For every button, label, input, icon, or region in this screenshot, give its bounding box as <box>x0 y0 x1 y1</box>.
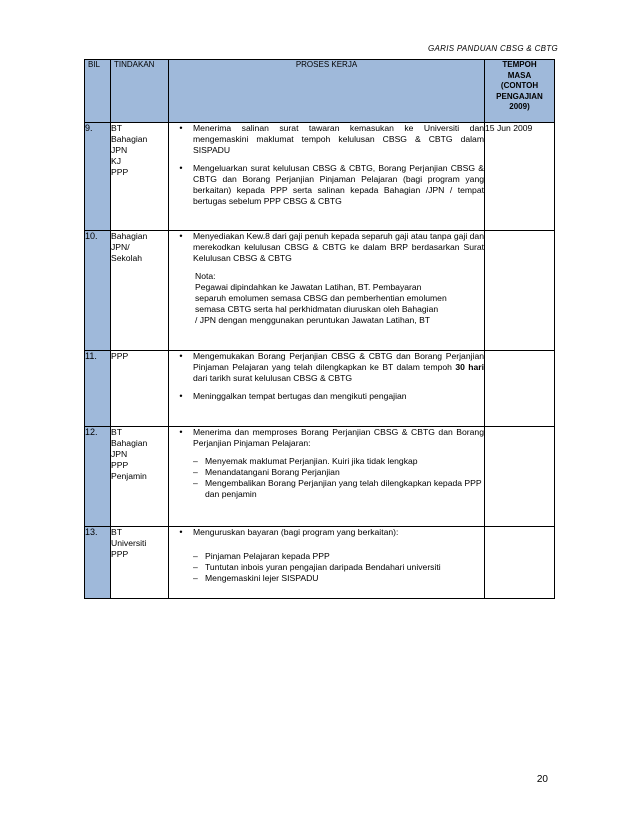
header-note: GARIS PANDUAN CBSG & CBTG <box>427 44 558 53</box>
row-tindakan: BT Bahagian JPN KJ PPP <box>111 123 169 231</box>
bullet-item: • Menerima salinan surat tawaran kemasukan ke Universiti dan mengemaskini maklumat tempoh kelulusan CBSG & CBTG dalam SISPADU <box>169 123 484 156</box>
table-row <box>85 527 555 599</box>
bullet-icon: • <box>179 427 183 437</box>
sub-item: – Pinjaman Pelajaran kepada PPP <box>193 551 330 561</box>
table-row <box>85 351 555 427</box>
row-proses <box>169 427 485 527</box>
row-proses <box>169 527 485 599</box>
table-row <box>85 427 555 527</box>
bullet-item: • Menerima dan memproses Borang Perjanjian CBSG & CBTG dan Borang Perjanjian Pinjaman Pelajaran: <box>169 427 484 449</box>
row-tindakan: BT Bahagian JPN PPP Penjamin <box>111 427 169 527</box>
sub-item: – Tuntutan inbois yuran pengajian daripada Bendahari universiti <box>193 562 441 572</box>
table-row <box>85 231 555 351</box>
bullet-icon: • <box>179 391 183 401</box>
row-proses <box>169 123 485 231</box>
header-bil: BIL <box>85 60 111 123</box>
bullet-icon: • <box>179 351 183 361</box>
row-tempoh <box>485 351 555 427</box>
row-tempoh <box>485 231 555 351</box>
sub-item: – Mengemaskini lejer SISPADU <box>193 573 319 583</box>
header-tempoh: TEMPOH MASA (CONTOH PENGAJIAN 2009) <box>485 60 555 123</box>
bullet-item: • Mengeluarkan surat kelulusan CBSG & CBTG, Borang Perjanjian CBSG & CBTG dan Borang Perjanjian Pinjaman Pelajaran (bagi program yang berkaitan) kepada PPP serta salinan kepada Bahagian /JPN / tempat bertugas sebelum PPP CBSG & CBTG <box>169 163 484 207</box>
bullet-icon: • <box>179 163 183 173</box>
row-number: 13. <box>85 527 111 599</box>
bullet-item: • Meninggalkan tempat bertugas dan mengikuti pengajian <box>169 391 484 402</box>
row-proses <box>169 351 485 427</box>
row-tempoh <box>485 527 555 599</box>
table-header-row <box>85 60 555 123</box>
sub-item: – Mengembalikan Borang Perjanjian yang telah dilengkapkan kepada PPP dan penjamin <box>193 478 482 499</box>
row-number: 12. <box>85 427 111 527</box>
row-tindakan: BT Universiti PPP <box>111 527 169 599</box>
header-tindakan: TINDAKAN <box>111 60 169 123</box>
bullet-icon: • <box>179 123 183 133</box>
bullet-icon: • <box>179 231 183 241</box>
row-tempoh <box>485 427 555 527</box>
row-number: 11. <box>85 351 111 427</box>
row-tindakan: Bahagian JPN/ Sekolah <box>111 231 169 351</box>
process-table <box>84 59 555 599</box>
row-tempoh: 15 Jun 2009 <box>485 123 555 231</box>
row-tindakan: PPP <box>111 351 169 427</box>
bullet-icon: • <box>179 527 183 537</box>
bullet-item: • Menguruskan bayaran (bagi program yang berkaitan): <box>169 527 484 538</box>
sub-item: – Menyemak maklumat Perjanjian. Kuiri jika tidak lengkap <box>193 456 418 466</box>
row-number: 9. <box>85 123 111 231</box>
sub-item: – Menandatangani Borang Perjanjian <box>193 467 340 477</box>
header-proses: PROSES KERJA <box>169 60 485 123</box>
bullet-item: • Menyediakan Kew.8 dari gaji penuh kepada separuh gaji atau tanpa gaji dan merekodkan kelulusan CBSG & CBTG ke dalam BRP berdasarkan Surat Kelulusan CBSG & CBTG <box>169 231 484 264</box>
note-block: Nota: Pegawai dipindahkan ke Jawatan Latihan, BT. Pembayaran separuh emolumen semasa CBSG dan pemberhentian emolumen semasa CBTG serta hal perkhidmatan diuruskan oleh Bahagian / JPN dengan menggunakan peruntukan Jawatan Latihan, BT <box>195 271 447 325</box>
page-number: 20 <box>536 774 548 785</box>
row-number: 10. <box>85 231 111 351</box>
table-row <box>85 123 555 231</box>
bullet-item: • Mengemukakan Borang Perjanjian CBSG & CBTG dan Borang Perjanjian Pinjaman Pelajaran yang telah dilengkapkan ke BT dalam tempoh 30 hari dari tarikh surat kelulusan CBSG & CBTG <box>169 351 484 384</box>
row-proses <box>169 231 485 351</box>
